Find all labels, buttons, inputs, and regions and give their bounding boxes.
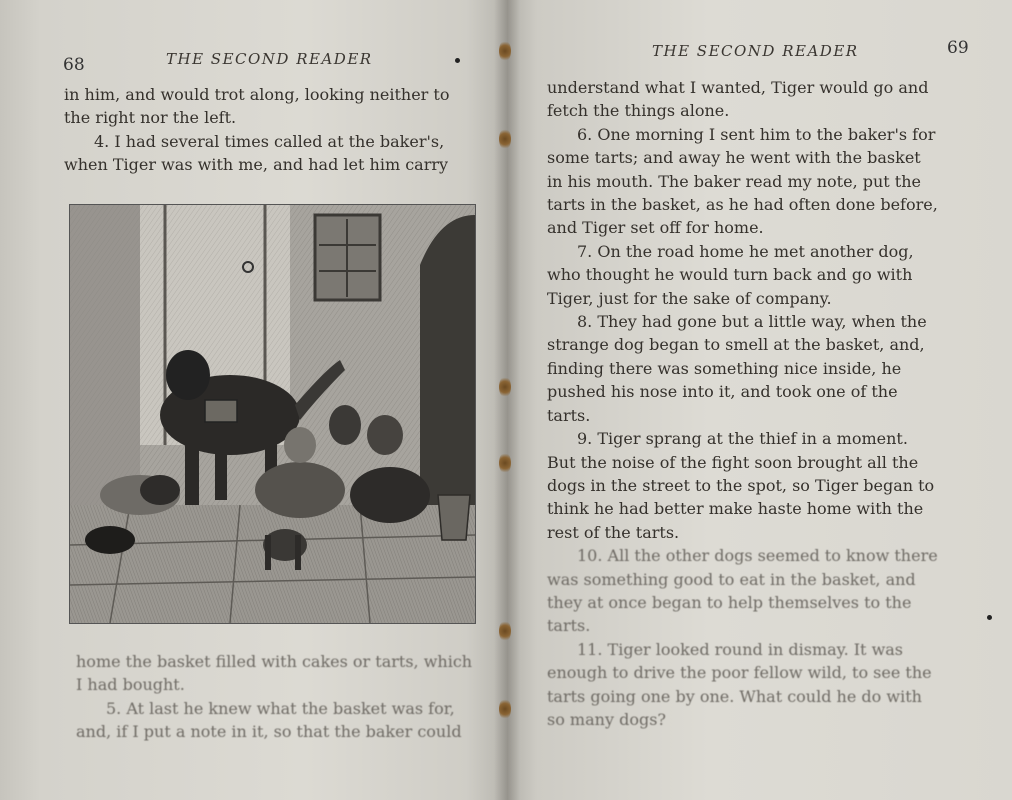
text-line: 6. One morning I sent him to the baker's for [577, 124, 936, 144]
book-gutter [494, 0, 520, 800]
text-line: and, if I put a note in it, so that the baker could [76, 722, 462, 742]
text-line: strange dog began to smell at the basket, and, [547, 335, 925, 355]
dogs-illustration [70, 205, 475, 623]
binding-stain [499, 40, 511, 62]
text-line: 9. Tiger sprang at the thief in a moment. [577, 429, 908, 449]
text-line: so many dogs? [547, 709, 666, 729]
text-line: think he had better make haste home with the [547, 499, 924, 519]
binding-stain [499, 128, 511, 150]
text-line: tarts. [547, 405, 591, 425]
text-line: when Tiger was with me, and had let him carry [64, 155, 449, 175]
text-line: tarts going one by one. What could he do with [547, 686, 922, 706]
text-line: I had bought. [76, 675, 185, 695]
right-page-number: 69 [947, 38, 969, 58]
text-line: Tiger, just for the sake of company. [547, 288, 832, 308]
text-line: in him, and would trot along, looking neither to [64, 85, 450, 104]
text-line: home the basket filled with cakes or tarts, which [76, 652, 473, 671]
text-line: 10. All the other dogs seemed to know there [577, 546, 938, 566]
text-line: fetch the things alone. [547, 101, 730, 121]
left-page-number: 68 [63, 55, 85, 75]
left-running-head: THE SECOND READER [166, 50, 373, 68]
text-line: in his mouth. The baker read my note, put the [547, 171, 922, 191]
text-line: the right nor the left. [64, 108, 237, 128]
binding-stain [499, 698, 511, 720]
right-running-head: THE SECOND READER [652, 42, 859, 60]
binding-stain [499, 452, 511, 474]
text-line: who thought he would turn back and go with [547, 265, 913, 285]
text-line: pushed his nose into it, and took one of the [547, 382, 898, 402]
text-line: and Tiger set off for home. [547, 218, 764, 238]
text-line: rest of the tarts. [547, 522, 680, 542]
text-line: But the noise of the fight soon brought all the [547, 452, 919, 472]
left-bottom-text [76, 650, 482, 744]
text-line: 8. They had gone but a little way, when the [577, 312, 927, 332]
text-line: enough to drive the poor fellow wild, to see the [547, 663, 932, 683]
text-line: understand what I wanted, Tiger would go and [547, 78, 929, 97]
text-line: 7. On the road home he met another dog, [577, 241, 914, 261]
text-line: 11. Tiger looked round in dismay. It was [577, 639, 904, 659]
ink-speck [987, 615, 992, 620]
text-line: dogs in the street to the spot, so Tiger began to [547, 475, 935, 495]
ink-speck [455, 58, 460, 63]
binding-stain [499, 376, 511, 398]
text-line: 4. I had several times called at the baker's, [94, 131, 445, 151]
text-line: 5. At last he knew what the basket was for, [106, 698, 455, 718]
right-page [507, 0, 1012, 800]
text-line: they at once began to help themselves to the [547, 592, 912, 612]
right-body-text [547, 76, 969, 731]
left-top-text [64, 83, 478, 177]
text-line: tarts in the basket, as he had often done before, [547, 195, 938, 215]
text-line: tarts. [547, 616, 591, 636]
text-line: was something good to eat in the basket, and [547, 569, 916, 589]
binding-stain [499, 620, 511, 642]
text-line: some tarts; and away he went with the basket [547, 148, 921, 168]
text-line: finding there was something nice inside, he [547, 358, 902, 378]
